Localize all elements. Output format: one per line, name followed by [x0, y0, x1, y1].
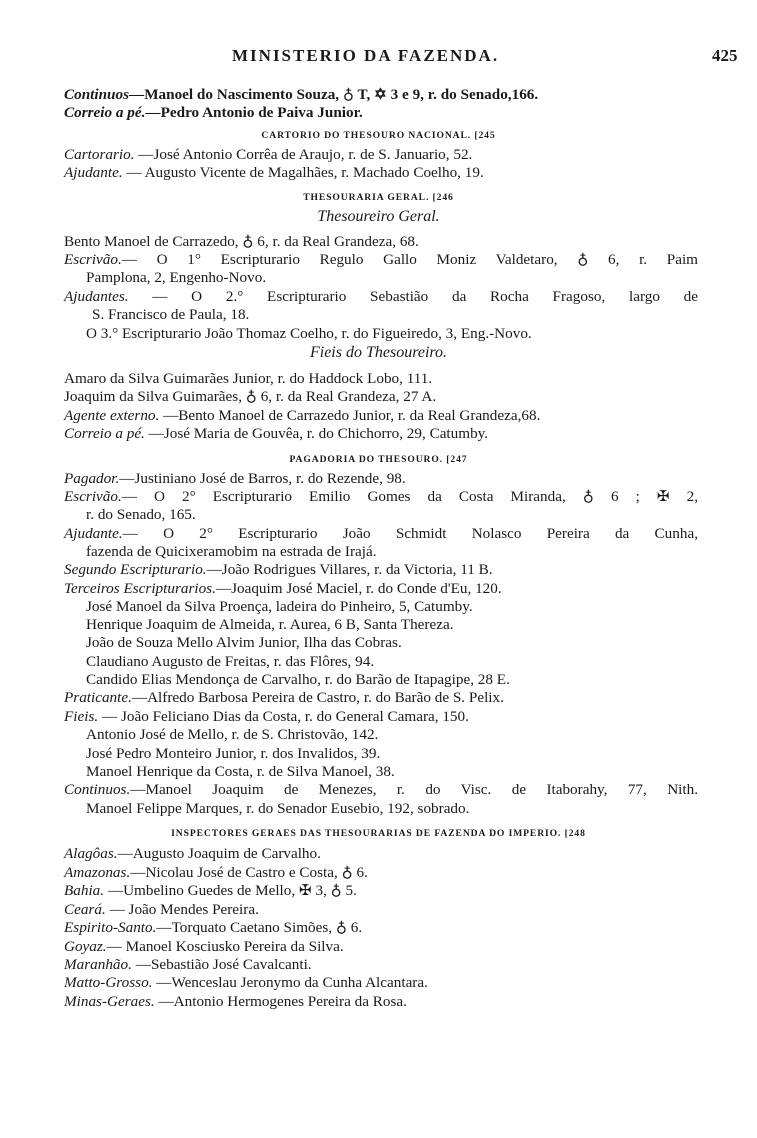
entry-line: Alagôas.—Augusto Joaquim de Carvalho.: [64, 845, 321, 862]
entry-line: Agente externo. —Bento Manoel de Carrazedo Junior, r. da Real Grandeza,68.: [64, 407, 541, 424]
entry-line: Pamplona, 2, Engenho-Novo.: [86, 269, 267, 286]
entry-line: Ajudante.— O 2° Escripturario João Schmidt Nolasco Pereira da Cunha,: [64, 525, 698, 542]
entry-line: Espirito-Santo.—Torquato Caetano Simões, ♁ 6.: [64, 919, 363, 936]
subheading: Fieis do Thesoureiro.: [309, 344, 448, 361]
entry-line: Candido Elias Mendonça de Carvalho, r. do Barão de Itapagipe, 28 E.: [86, 671, 510, 688]
entry-line: Manoel Felippe Marques, r. do Senador Eusebio, 192, sobrado.: [86, 800, 470, 817]
entry-line: José Pedro Monteiro Junior, r. dos Invalidos, 39.: [86, 745, 381, 762]
entry-line: fazenda de Quicixeramobim na estrada de Irajá.: [86, 543, 377, 560]
entry-line: Escrivão.— O 1° Escripturario Regulo Gallo Moniz Valdetaro, ♁ 6, r. Paim: [64, 251, 698, 268]
entry-line: O 3.° Escripturario João Thomaz Coelho, r. do Figueiredo, 3, Eng.-Novo.: [86, 325, 532, 342]
entry-line: Terceiros Escripturarios.—Joaquim José Maciel, r. do Conde d'Eu, 120.: [64, 580, 502, 597]
entry-line: Minas-Geraes. —Antonio Hermogenes Pereira da Rosa.: [64, 993, 407, 1010]
entry-line: Manoel Henrique da Costa, r. de Silva Manoel, 38.: [86, 763, 395, 780]
subheading: Thesoureiro Geral.: [317, 208, 440, 225]
entry-line: Escrivão.— O 2° Escripturario Emilio Gomes da Costa Miranda, ♁ 6 ; ✠ 2,: [64, 488, 698, 505]
entry-line: Ajudante. — Augusto Vicente de Magalhães, r. Machado Coelho, 19.: [64, 164, 484, 181]
entry-line: Correio a pé.—Pedro Antonio de Paiva Junior.: [64, 104, 363, 121]
entry-line: r. do Senado, 165.: [86, 506, 196, 523]
entry-line: Goyaz.— Manoel Kosciusko Pereira da Silva.: [64, 938, 344, 955]
entry-line: Fieis. — João Feliciano Dias da Costa, r. do General Camara, 150.: [64, 708, 469, 725]
entry-line: Maranhão. —Sebastião José Cavalcanti.: [64, 956, 312, 973]
entry-line: Ceará. — João Mendes Pereira.: [64, 901, 259, 918]
entry-line: Claudiano Augusto de Freitas, r. das Flôres, 94.: [86, 653, 375, 670]
entry-line: José Manoel da Silva Proença, ladeira do Pinheiro, 5, Catumby.: [86, 598, 473, 615]
entry-line: Antonio José de Mello, r. de S. Christovão, 142.: [86, 726, 379, 743]
entry-line: Continuos.—Manoel Joaquim de Menezes, r. do Visc. de Itaborahy, 77, Nith.: [64, 781, 698, 798]
entry-line: João de Souza Mello Alvim Junior, Ilha das Cobras.: [86, 634, 402, 651]
entry-line: Pagador.—Justiniano José de Barros, r. do Rezende, 98.: [64, 470, 406, 487]
entry-line: Correio a pé. —José Maria de Gouvêa, r. do Chichorro, 29, Catumby.: [64, 425, 489, 442]
entry-line: Bahia. —Umbelino Guedes de Mello, ✠ 3, ♁ 5.: [64, 882, 357, 899]
entry-line: Cartorario. —José Antonio Corrêa de Araujo, r. de S. Januario, 52.: [64, 146, 473, 163]
entry-line: Joaquim da Silva Guimarães, ♁ 6, r. da Real Grandeza, 27 A.: [64, 388, 437, 405]
entry-line: Matto-Grosso. —Wenceslau Jeronymo da Cunha Alcantara.: [64, 974, 428, 991]
entry-line: Ajudantes. — O 2.° Escripturario Sebastião da Rocha Fragoso, largo de: [64, 288, 698, 305]
section-heading: CARTORIO DO THESOURO NACIONAL. [245: [261, 130, 496, 141]
entry-line: Amazonas.—Nicolau José de Castro e Costa, ♁ 6.: [64, 864, 368, 881]
entry-line: S. Francisco de Paula, 18.: [92, 306, 250, 323]
section-heading: THESOURARIA GERAL. [246: [303, 192, 454, 203]
section-heading: PAGADORIA DO THESOURO. [247: [289, 454, 468, 465]
entry-line: Amaro da Silva Guimarães Junior, r. do Haddock Lobo, 111.: [64, 370, 433, 387]
entry-line: Segundo Escripturario.—João Rodrigues Villares, r. da Victoria, 11 B.: [64, 561, 493, 578]
page-number: 425: [712, 46, 738, 65]
entry-line: Praticante.—Alfredo Barbosa Pereira de Castro, r. do Barão de S. Pelix.: [64, 689, 504, 706]
entry-line: Henrique Joaquim de Almeida, r. Aurea, 6 B, Santa Thereza.: [86, 616, 454, 633]
entry-line: Continuos—Manoel do Nascimento Souza, ♁ T, ✡ 3 e 9, r. do Senado,166.: [64, 86, 539, 103]
section-heading: INSPECTORES GERAES DAS THESOURARIAS DE FAZENDA DO IMPERIO. [248: [171, 828, 586, 839]
running-head: MINISTERIO DA FAZENDA.: [232, 46, 500, 65]
entry-line: Bento Manoel de Carrazedo, ♁ 6, r. da Real Grandeza, 68.: [64, 233, 419, 250]
